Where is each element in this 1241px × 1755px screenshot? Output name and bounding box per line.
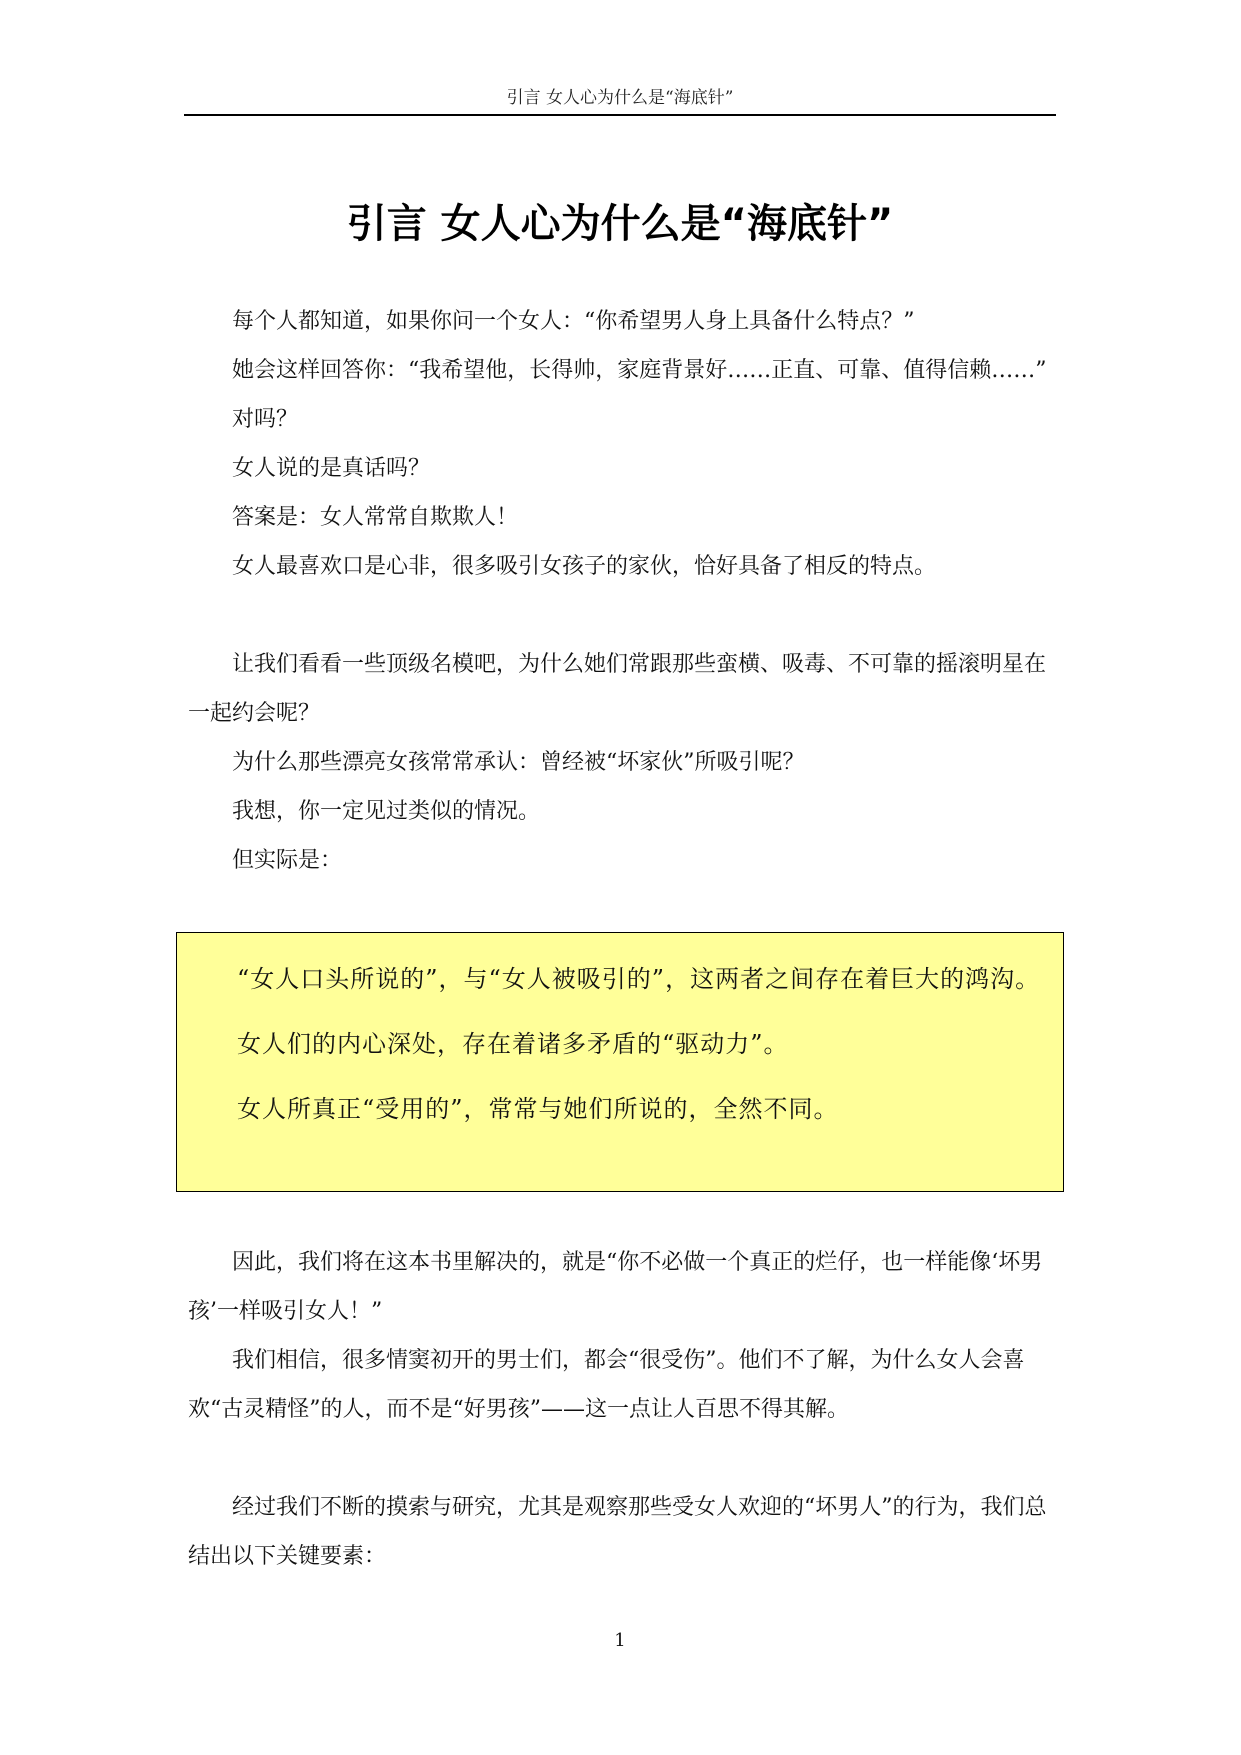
body-block-intro bbox=[188, 297, 1052, 885]
paragraph: 经过我们不断的摸索与研究，尤其是观察那些受女人欢迎的“坏男人”的行为，我们总结出以下关键要素： bbox=[188, 1495, 1047, 1569]
paragraph: 答案是：女人常常自欺欺人！ bbox=[232, 505, 519, 530]
paragraph: 女人说的是真话吗？ bbox=[232, 456, 431, 481]
callout-line: “女人口头所说的”，与“女人被吸引的”，这两者之间存在着巨大的鸿沟。 bbox=[237, 965, 1041, 993]
callout-line: 女人所真正“受用的”，常常与她们所说的，全然不同。 bbox=[237, 1095, 839, 1123]
paragraph: 但实际是： bbox=[232, 848, 343, 873]
paragraph: 对吗？ bbox=[232, 407, 299, 432]
page-number: 1 bbox=[614, 1630, 626, 1651]
callout-line: 女人们的内心深处，存在着诸多矛盾的“驱动力”。 bbox=[237, 1030, 789, 1058]
body-block-conclusion bbox=[188, 1238, 1052, 1581]
paragraph-gap bbox=[188, 591, 1052, 640]
chapter-title: 引言 女人心为什么是“海底针” bbox=[346, 201, 894, 247]
running-header: 引言 女人心为什么是“海底针” bbox=[506, 88, 734, 108]
paragraph-gap bbox=[188, 1434, 1052, 1483]
highlight-callout-box bbox=[176, 932, 1064, 1192]
paragraph: 为什么那些漂亮女孩常常承认：曾经被“坏家伙”所吸引呢？ bbox=[232, 750, 805, 775]
paragraph: 因此，我们将在这本书里解决的，就是“你不必做一个真正的烂仔，也一样能像‘坏男孩’一样吸引女人！” bbox=[188, 1250, 1043, 1324]
paragraph: 我们相信，很多情窦初开的男士们，都会“很受伤”。他们不了解，为什么女人会喜欢“古灵精怪”的人，而不是“好男孩”——这一点让人百思不得其解。 bbox=[188, 1348, 1025, 1422]
header-rule bbox=[184, 114, 1056, 116]
paragraph: 女人最喜欢口是心非，很多吸引女孩子的家伙，恰好具备了相反的特点。 bbox=[232, 554, 937, 579]
paragraph: 我想，你一定见过类似的情况。 bbox=[232, 799, 541, 824]
paragraph: 每个人都知道，如果你问一个女人：“你希望男人身上具备什么特点？” bbox=[232, 309, 915, 334]
paragraph: 她会这样回答你：“我希望他，长得帅，家庭背景好……正直、可靠、值得信赖……” bbox=[232, 358, 1047, 383]
paragraph: 让我们看看一些顶级名模吧，为什么她们常跟那些蛮横、吸毒、不可靠的摇滚明星在一起约会呢？ bbox=[188, 652, 1047, 726]
